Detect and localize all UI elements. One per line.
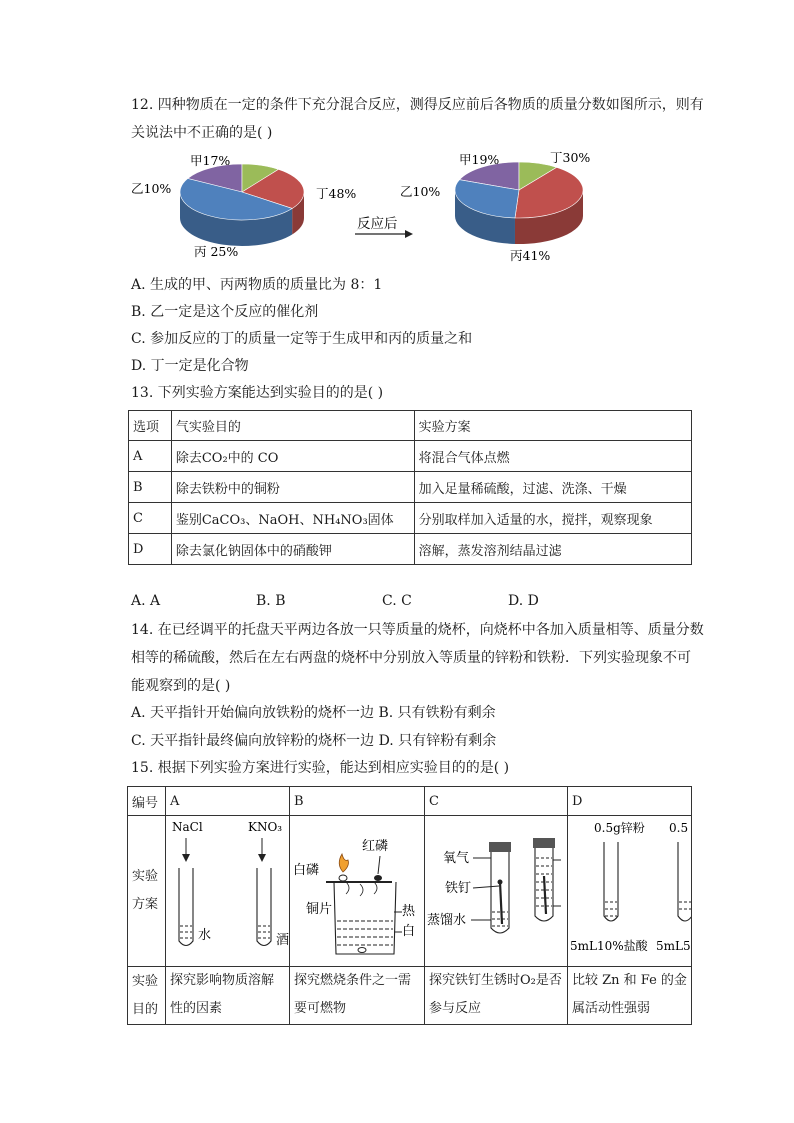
q15-purpose-c: 探究铁钉生锈时O₂是否参与反应 [425,967,568,1025]
q15-header-d: D [568,787,692,816]
diagram-d-metal-activity [568,816,691,966]
q15-header-b: B [290,787,425,816]
q13-table [128,410,692,565]
q13-row-b-purpose: 除去铁粉中的铜粉 [171,472,414,503]
q14-options-line2: C. 天平指针最终偏向放锌粉的烧杯一边 D. 只有锌粉有剩余 [131,733,497,749]
pie1-label-yi: 乙10% [131,181,172,196]
pie2-label-ding: 丁30% [550,150,591,165]
q15-purpose-b: 探究燃烧条件之一需要可燃物 [290,967,425,1025]
q13-row-a-option: A [129,441,172,472]
pie1-label-ding: 丁48% [316,186,357,201]
q13-stem: 13. 下列实验方案能达到实验目的的是( ) [131,385,384,401]
q13-header-option: 选项 [129,411,172,441]
q14-stem-line1: 14. 在已经调平的托盘天平两边各放一只等质量的烧杯，向烧杯中各加入质量相等、质量分数 [131,622,704,638]
pie2-label-yi: 乙10% [400,184,441,199]
pie2-label-bing: 丙41% [510,248,551,263]
stopper-1 [489,842,511,852]
q13-answer-c: C. C [382,593,412,609]
label-nacl: NaCl [172,820,203,834]
q13-row-d-purpose: 除去氯化钠固体中的硝酸钾 [171,534,414,565]
pie-chart-after [455,162,583,244]
reaction-arrow-head [405,230,413,238]
pie1-label-bing: 丙 25% [194,244,239,259]
label-copper-sheet: 铜片 [306,902,333,917]
q12-option-c: C. 参加反应的丁的质量一定等于生成甲和丙的质量之和 [131,331,473,347]
q15-row-plan-label: 实验方案 [128,816,166,967]
q14-stem-line3: 能观察到的是( ) [131,678,231,694]
diagram-c-rusting [425,816,567,966]
table-row [129,441,692,472]
reaction-arrow-label: 反应后 [357,216,398,232]
q12-pie-charts [120,148,720,270]
label-distilled-water: 蒸馏水 [427,913,467,928]
q15-stem: 15. 根据下列实验方案进行实验，能达到相应实验目的的是( ) [131,760,510,776]
q13-row-d-option: D [129,534,172,565]
label-hot-water: 热 [402,904,416,919]
label-kno3: KNO₃ [248,820,283,834]
q13-row-b-plan: 加入足量稀硫酸，过滤、洗涤、干燥 [414,472,691,503]
q13-answer-a: A. A [131,593,161,609]
q13-answer-d: D. D [508,593,539,609]
q13-row-d-plan: 溶解，蒸发溶剂结晶过滤 [414,534,691,565]
label-hydrochloric-acid-2: 5mL5 [656,939,691,953]
beaker-icon [334,882,396,954]
table-row [128,967,692,1025]
table-row [129,503,692,534]
q15-diagram-d-cell [568,816,692,967]
label-zinc-powder: 0.5g锌粉 [594,821,645,835]
label-iron-powder: 0.5 [669,821,689,835]
q15-diagram-a-cell [166,816,290,967]
stopper-2 [533,838,555,848]
pie-chart-before [180,164,304,246]
label-white-phosphorus-2: 白 [402,924,416,939]
pie2-label-jia: 甲19% [459,152,500,167]
label-red-phosphorus: 红磷 [362,839,389,854]
q13-row-c-plan: 分别取样加入适量的水，搅拌，观察现象 [414,503,691,534]
q13-row-c-purpose: 鉴别CaCO₃、NaOH、NH₄NO₃固体 [171,503,414,534]
q13-row-a-purpose: 除去CO₂中的 CO [171,441,414,472]
label-iron-nail: 铁钉 [445,881,472,896]
test-tube-a-right [257,868,271,946]
label-water: 水 [198,928,212,943]
table-header-row [128,787,692,816]
q13-row-a-plan: 将混合气体点燃 [414,441,691,472]
q13-header-plan: 实验方案 [414,411,691,441]
q15-diagram-c-cell [425,816,568,967]
q12-option-b: B. 乙一定是这个反应的催化剂 [131,304,319,320]
diagram-a-test-tubes [166,816,289,966]
q15-row-purpose-label: 实验目的 [128,967,166,1025]
q13-answer-b: B. B [256,593,286,609]
q15-purpose-d: 比较 Zn 和 Fe 的金属活动性强弱 [568,967,692,1025]
pie1-label-jia: 甲17% [190,153,231,168]
table-header-row [129,411,692,441]
table-row [129,534,692,565]
label-alcohol: 酒 [276,933,289,948]
q13-row-b-option: B [129,472,172,503]
q15-header-a: A [166,787,290,816]
q12-option-d: D. 丁一定是化合物 [131,358,249,374]
label-oxygen: 氧气 [443,851,470,866]
q15-diagram-b-cell [290,816,425,967]
q15-purpose-a: 探究影响物质溶解性的因素 [166,967,290,1025]
table-row [128,816,692,967]
diagram-b-combustion [290,816,424,966]
q12-option-a: A. 生成的甲、丙两物质的质量比为 8：1 [131,277,383,293]
q12-stem-line1: 12. 四种物质在一定的条件下充分混合反应，测得反应前后各物质的质量分数如图所示，则有 [131,97,704,113]
q13-header-purpose: 气实验目的 [171,411,414,441]
q14-options-line1: A. 天平指针开始偏向放铁粉的烧杯一边 B. 只有铁粉有剩余 [131,705,496,721]
table-row [129,472,692,503]
label-hydrochloric-acid-1: 5mL10%盐酸 [570,939,648,953]
q12-stem-line2: 关说法中不正确的是( ) [131,125,273,141]
q15-header-c: C [425,787,568,816]
q15-header-number: 编号 [128,787,166,816]
flame-icon [339,854,348,872]
q15-table [127,786,692,1025]
q14-stem-line2: 相等的稀硫酸，然后在左右两盘的烧杯中分别放入等质量的锌粉和铁粉．下列实验现象不可 [131,650,691,666]
label-white-phosphorus: 白磷 [293,863,320,878]
test-tube-a-left [179,868,193,946]
q13-row-c-option: C [129,503,172,534]
